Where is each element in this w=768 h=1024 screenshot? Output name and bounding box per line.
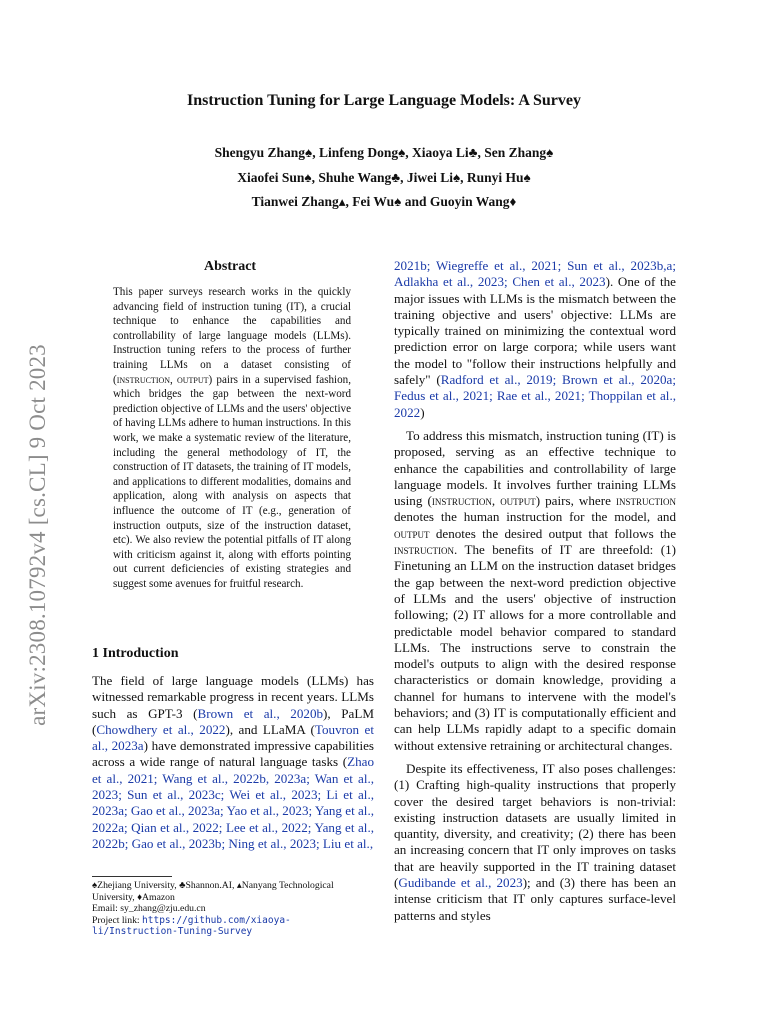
intro-paragraph: The field of large language models (LLMs) has witnessed remarkable progress in recent years. LLMs such as GPT-3 (Brown et al., 2020b), PaLM (Chowdhery et al., 2022), and LLaMA (Touvron et al., 2023a) have demonstrated impressive capabilities across a wide range of natural language tasks (Zhao et al., 2021; Wang et al., 2022b, 2023a; Wan et al., 2023; Sun et al., 2023c; Wei et al., 2023; Li et al., 2023a; Gao et al., 2023a; Yao et al., 2023; Yang et al., 2022a; Qian et al., 2022; Lee et al., 2022; Yang et al., 2022b; Gao et al., 2023b; Ning et al., 2023; Liu et al., — [92, 673, 375, 851]
footnote-affiliations: ♠Zhejiang University, ♣Shannon.AI, ▴Nanyang Technological University, ♦Amazon — [92, 880, 334, 903]
author-line-3: Tianwei Zhang▴, Fei Wu♠ and Guoyin Wang♦ — [251, 194, 517, 209]
author-line-2: Xiaofei Sun♠, Shuhe Wang♣, Jiwei Li♠, Runyi Hu♠ — [237, 170, 531, 185]
project-link[interactable]: https://github.com/xiaoya-li/Instruction-Tuning-Survey — [92, 914, 291, 938]
citation-link[interactable]: Gudibande et al., 2023 — [398, 874, 523, 890]
arxiv-stamp: arXiv:2308.10792v4 [cs.CL] 9 Oct 2023 — [25, 344, 50, 726]
paper-title: Instruction Tuning for Large Language Models: A Survey — [187, 92, 581, 109]
abstract-heading: Abstract — [204, 259, 257, 274]
section-heading-introduction: 1 Introduction — [92, 646, 179, 661]
citation-link[interactable]: 2021b; Wiegreffe et al., 2021; Sun et al., 2023b,a; Adlakha et al., 2023; Chen et al., 2023 — [394, 258, 676, 290]
footnote-rule — [92, 876, 172, 877]
footnote-project: Project link: https://github.com/xiaoya-li/Instruction-Tuning-Survey — [92, 914, 291, 938]
abstract-text: This paper surveys research works in the quickly advancing field of instruction tuning (IT), a crucial technique to enhance the capabilities and controllability of large language models (LLMs). Instruction tuning refers to the process of further training LLMs on a dataset consisting of (instruction, output) pairs in a supervised fashion, which bridges the gap between the next-word prediction objective of LLMs and the users' objective of having LLMs adhere to human instructions. In this work, we make a systematic review of the literature, including the general methodology of IT, the construction of IT datasets, the training of IT models, and applications to different modalities, domains and application, along with analysis on aspects that influence the outcome of IT (e.g., generation of instruction outputs, size of the instruction dataset, etc). We also review the potential pitfalls of IT along with criticism against it, along with efforts pointing out current deficiencies of existing strategies and suggest some avenues for fruitful research. — [113, 286, 352, 590]
paragraph: 2021b; Wiegreffe et al., 2021; Sun et al., 2023b,a; Adlakha et al., 2023; Chen et al., 2023). One of the major issues with LLMs is the mismatch between the training objective and users' objective: LLMs are typically trained on minimizing the contextual word prediction error on large corpora; while users want the model to "follow their instructions helpfully and safely" (Radford et al., 2019; Brown et al., 2020a; Fedus et al., 2021; Rae et al., 2021; Thoppilan et al., 2022) — [394, 258, 676, 420]
citation-link[interactable]: Chowdhery et al., 2022 — [96, 721, 226, 737]
citation-link[interactable]: Zhao et al., 2021; Wang et al., 2022b, 2023a; Wan et al., 2023; Sun et al., 2023c; Wei et al., 2023; Li et al., 2023a; Gao et al., 2023a; Yao et al., 2023; Yang et al., 2022a; Qian et al., 2022; Lee et al., 2022; Yang et al., 2022b; Gao et al., 2023b; Ning et al., 2023; Liu et al., — [92, 754, 374, 851]
paragraph: To address this mismatch, instruction tuning (IT) is proposed, serving as an effective technique to enhance the capabilities and controllability of large language models. It involves further training LLMs using (instruction, output) pairs, where instruction denotes the human instruction for the model, and output denotes the desired output that follows the instruction. The benefits of IT are threefold: (1) Finetuning an LLM on the instruction dataset bridges the gap between the next-word prediction objective of LLMs and the users' objective of instruction following; (2) IT allows for a more controllable and predictable model behavior compared to standard LLMs. The instructions serve to constrain the model's outputs to align with the desired response characteristics or domain knowledge, providing a channel for humans to intervene with the model's behaviors; and (3) IT is computationally efficient and can help LLMs rapidly adapt to a specific domain without extensive retraining or architectural changes. — [394, 427, 676, 753]
citation-link[interactable]: Radford et al., 2019; Brown et al., 2020a; Fedus et al., 2021; Rae et al., 2021; Thoppilan et al., 2022 — [394, 372, 676, 420]
footnote-email: Email: sy_zhang@zju.edu.cn — [92, 903, 206, 915]
footnote — [92, 880, 374, 938]
citation-link[interactable]: Touvron et al., 2023a — [92, 721, 375, 754]
paragraph: Despite its effectiveness, IT also poses challenges: (1) Crafting high-quality instructions that properly cover the desired target behaviors is non-trivial: existing instruction datasets are usually limited in quantity, diversity, and creativity; (2) there has been an increasing concern that IT only improves on tasks that are heavily supported in the IT training dataset (Gudibande et al., 2023); and (3) there has been an intense criticism that IT only captures surface-level patterns and styles — [394, 760, 676, 923]
author-line-1: Shengyu Zhang♠, Linfeng Dong♠, Xiaoya Li♣, Sen Zhang♠ — [214, 145, 554, 160]
right-column — [394, 258, 676, 924]
citation-link[interactable]: Brown et al., 2020b — [197, 705, 324, 721]
